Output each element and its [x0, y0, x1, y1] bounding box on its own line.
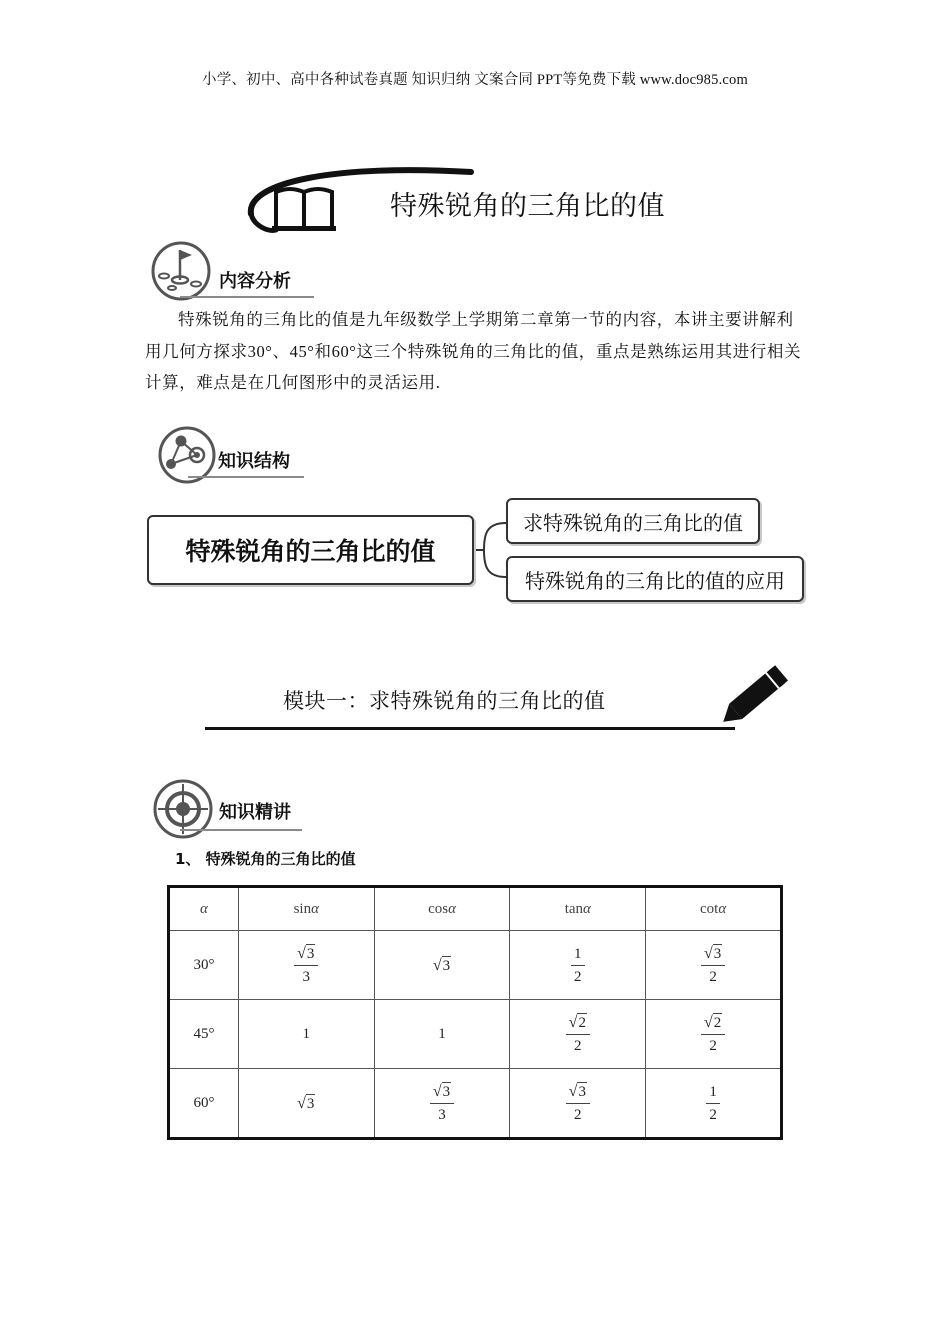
value-cell-cot30 [646, 931, 782, 1000]
intro-paragraph: 特殊锐角的三角比的值是九年级数学上学期第二章第一节的内容，本讲主要讲解利用几何方探求30°、45°和60°这三个特殊锐角的三角比的值，重点是熟练运用其进行相关计算，难点是在几何图形中的灵活运用. [145, 310, 802, 392]
fraction: √ 2 2 [566, 1013, 590, 1055]
fn-name: sin [293, 900, 312, 917]
radical: √ 3 [297, 1094, 315, 1112]
value-cell-cos30 [374, 931, 510, 1000]
value-cell-cot60 [646, 1069, 782, 1139]
fraction: $\frac{1}{2}$ [706, 1083, 720, 1124]
fn-var: α [448, 900, 456, 917]
fn-name: cos [428, 900, 449, 917]
table-row-60 [169, 1069, 782, 1139]
header-cell-cot [646, 887, 782, 931]
value-cell-sin30 [238, 931, 374, 1000]
value-cell-sin45: 1 [238, 1000, 374, 1069]
mindmap-child-application: 特殊锐角的三角比的值的应用 [506, 556, 804, 602]
header-cell-sin [238, 887, 374, 931]
fraction: √ 3 3 [430, 1082, 454, 1124]
value-cell-tan60 [510, 1069, 646, 1139]
fn-name: tan [564, 900, 584, 917]
angle-cell: 30° [169, 931, 239, 1000]
trig-values-table [167, 885, 783, 1140]
section-underline [188, 476, 304, 478]
section-underline [180, 296, 314, 298]
pencil-icon [712, 658, 796, 734]
module-title: 模块一：求特殊锐角的三角比的值 [283, 689, 606, 713]
mindmap-root: 特殊锐角的三角比的值 [147, 515, 474, 585]
page-header: 小学、初中、高中各种试卷真题 知识归纳 文案合同 PPT等免费下载 www.doc985.com [202, 72, 748, 88]
table-header-row [169, 887, 782, 931]
header-cell-alpha [169, 887, 239, 931]
fn-var: α [583, 900, 591, 917]
fraction: $\frac{1}{2}$ [571, 945, 585, 986]
fraction: √ 3 2 [566, 1082, 590, 1124]
value-cell-cot45 [646, 1000, 782, 1069]
angle-cell: 60° [169, 1069, 239, 1139]
module-underline [205, 727, 735, 730]
header-cell-tan [510, 887, 646, 931]
page-title: 特殊锐角的三角比的值 [390, 191, 665, 222]
value-cell-tan45 [510, 1000, 646, 1069]
section-title-analysis: 内容分析 [219, 271, 291, 292]
section-title-explanation: 知识精讲 [219, 802, 291, 823]
radical: √ 3 [432, 956, 451, 974]
value-cell-tan30 [510, 931, 646, 1000]
angle-cell: 45° [169, 1000, 239, 1069]
target-flag-icon [150, 240, 214, 302]
table-row-30 [169, 931, 782, 1000]
section-underline [180, 829, 302, 831]
value-cell-cos60 [374, 1069, 510, 1139]
mindmap-child-compute: 求特殊锐角的三角比的值 [506, 498, 760, 544]
value-cell-cos45: 1 [374, 1000, 510, 1069]
mindmap-connector [474, 515, 510, 585]
fn-var: α [311, 900, 319, 917]
section-title-structure: 知识结构 [218, 451, 290, 472]
point-heading: 1、 特殊锐角的三角比的值 [175, 850, 356, 868]
fraction: √ 3 3 [294, 944, 318, 986]
header-cell-cos [374, 887, 510, 931]
value-cell-sin60 [238, 1069, 374, 1139]
alpha-symbol: α [200, 900, 208, 917]
fn-var: α [718, 900, 727, 917]
fraction: √ 3 2 [701, 944, 725, 986]
fn-name: cot [699, 900, 719, 917]
table-row-45 [169, 1000, 782, 1069]
fraction: √ 2 2 [701, 1013, 725, 1055]
